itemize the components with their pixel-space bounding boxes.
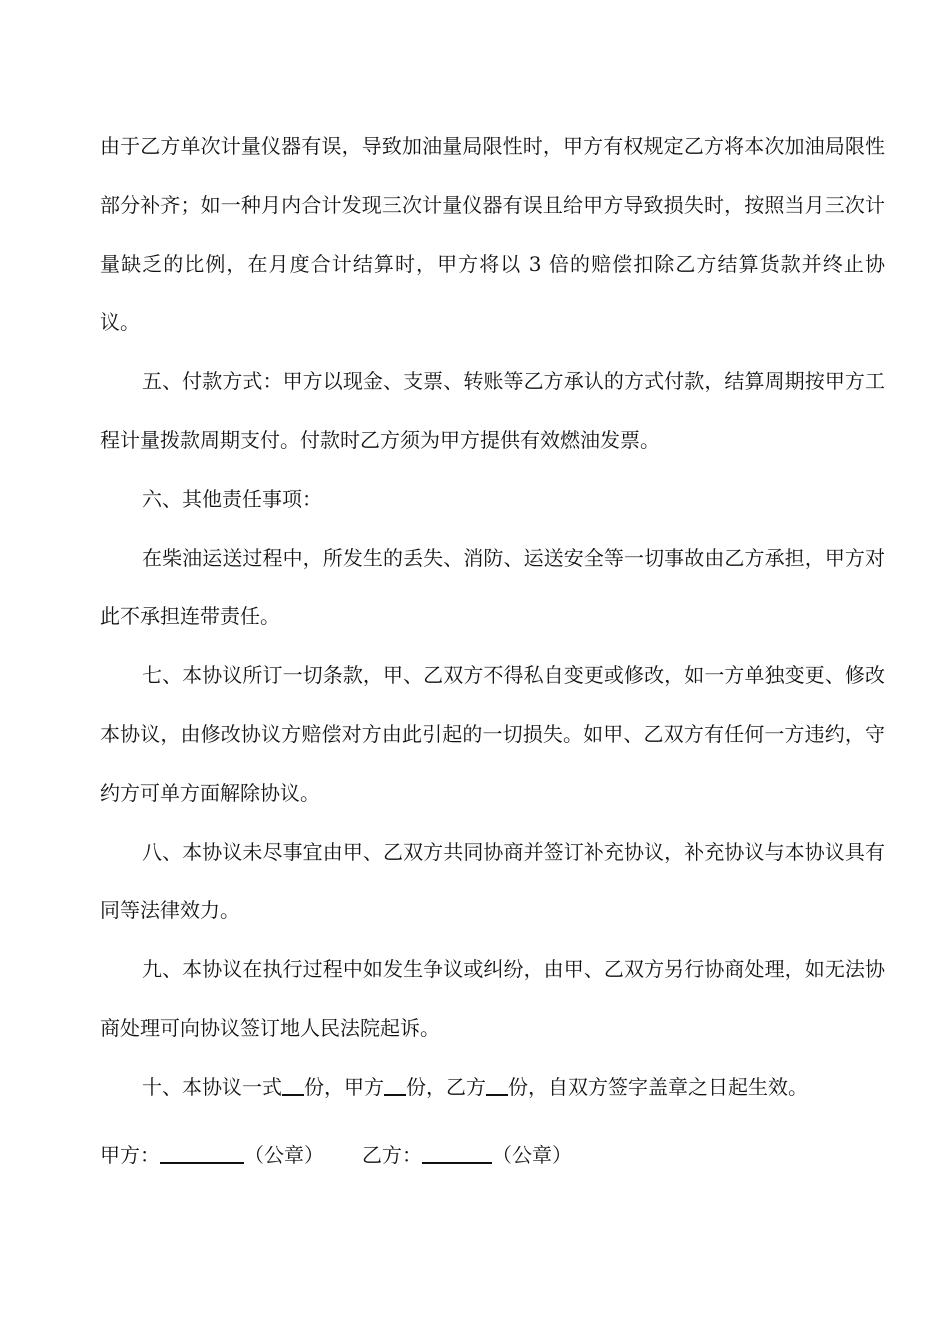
clause10-part-d: 份，自双方签字盖章之日起生效。 — [508, 1074, 808, 1099]
paragraph-dispute-resolution: 九、本协议在执行过程中如发生争议或纠纷，由甲、乙双方另行协商处理，如无法协商处理可向协议签订地人民法院起诉。 — [100, 957, 885, 1040]
document-body — [100, 117, 885, 1117]
copies-party-b-blank[interactable] — [486, 1074, 508, 1096]
party-a-signature-blank[interactable] — [160, 1142, 244, 1164]
paragraph-modification-clause: 七、本协议所订一切条款，甲、乙双方不得私自变更或修改，如一方单独变更、修改本协议，由修改协议方赔偿对方由此引起的一切损失。如甲、乙双方有任何一方违约，守约方可单方面解除协议。 — [100, 663, 885, 805]
signature-line — [100, 1133, 885, 1177]
copies-party-a-blank[interactable] — [384, 1074, 406, 1096]
party-a-label: 甲方： — [100, 1143, 160, 1167]
clause10-part-a: 十、本协议一式 — [142, 1074, 282, 1099]
party-b-label: 乙方： — [362, 1143, 422, 1167]
clause10-part-b: 份，甲方 — [304, 1074, 384, 1099]
paragraph-other-responsibilities-heading: 六、其他责任事项： — [142, 486, 322, 511]
paragraph-transport-liability: 在柴油运送过程中，所发生的丢失、消防、运送安全等一切事故由乙方承担，甲方对此不承担连带责任。 — [100, 545, 885, 629]
party-a-seal: （公章） — [244, 1143, 324, 1167]
copies-total-blank[interactable] — [282, 1074, 304, 1096]
paragraph-supplementary-agreement: 八、本协议未尽事宜由甲、乙双方共同协商并签订补充协议，补充协议与本协议具有同等法律效力。 — [100, 839, 885, 923]
party-b-signature-blank[interactable] — [422, 1142, 492, 1164]
paragraph-measurement-clause: 由于乙方单次计量仪器有误，导致加油量局限性时，甲方有权规定乙方将本次加油局限性部分补齐；如一种月内合计发现三次计量仪器有误且给甲方导致损失时，按照当月三次计量缺乏的比例，在月度合计结算时，甲方将以 3 倍的赔偿扣除乙方结算货款并终止协议。 — [100, 134, 885, 335]
party-b-seal: （公章） — [492, 1143, 572, 1167]
paragraph-copies-clause — [100, 1058, 885, 1117]
paragraph-payment-method: 五、付款方式：甲方以现金、支票、转账等乙方承认的方式付款，结算周期按甲方工程计量拨款周期支付。付款时乙方须为甲方提供有效燃油发票。 — [100, 369, 885, 452]
clause10-part-c: 份，乙方 — [406, 1074, 486, 1099]
